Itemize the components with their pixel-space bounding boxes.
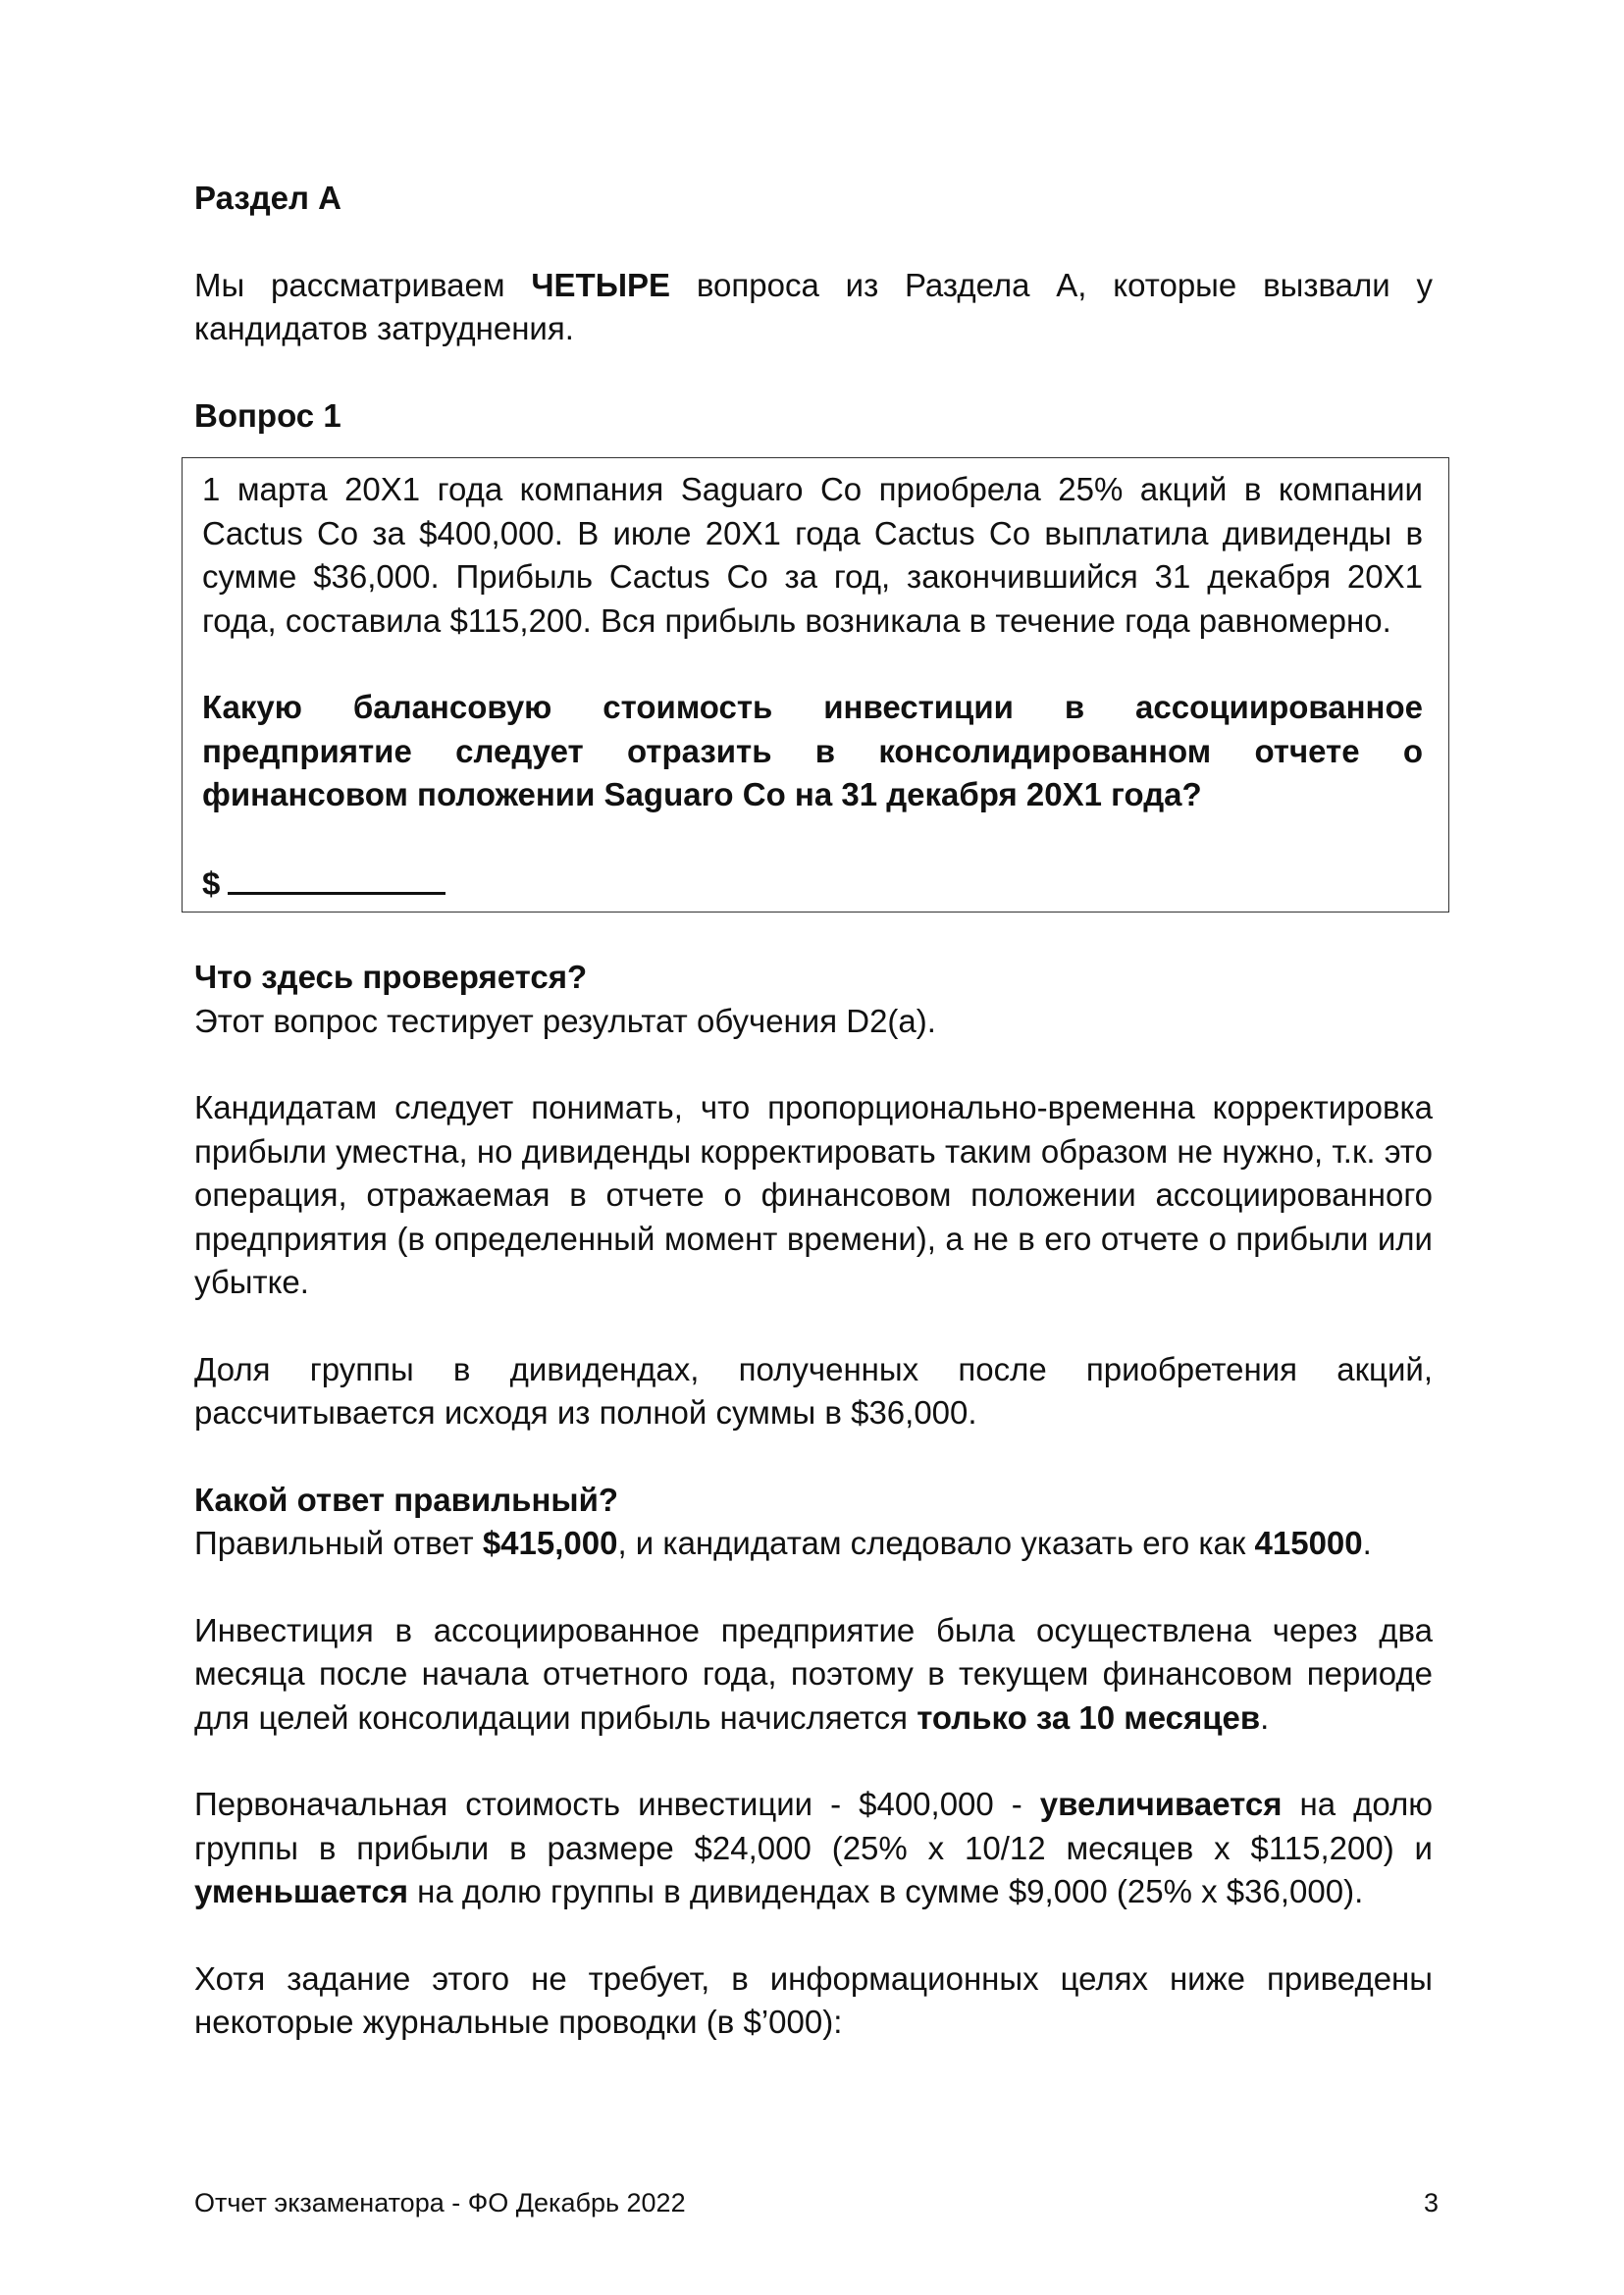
correct-text-2: , и кандидатам следовало указать его как xyxy=(617,1525,1255,1561)
correct-entry: 415000 xyxy=(1254,1525,1363,1561)
initial-increase: увеличивается xyxy=(1039,1786,1283,1822)
investment-bold: только за 10 месяцев xyxy=(917,1698,1261,1736)
initial-decrease: уменьшается xyxy=(194,1873,409,1909)
candidates-paragraph: Кандидатам следует понимать, что пропорционально-временна корректировка прибыли уместна, но дивиденды корректировать таким образом не нужно, т.к. это операция, отражаемая в отчете о финансовом положении ассоциированного предприятия (в определенный момент времени), а не в его отчете о прибыли или убытке. xyxy=(194,1089,1433,1300)
question-title: Вопрос 1 xyxy=(194,396,341,434)
investment-paragraph xyxy=(194,1609,1433,1741)
answer-field xyxy=(202,861,1423,907)
section-title: Раздел А xyxy=(194,180,341,216)
correct-text-3: . xyxy=(1362,1525,1372,1561)
tested-text: Этот вопрос тестирует результат обучения D2(a). xyxy=(194,1002,936,1039)
initial-text-3: на долю группы в дивидендах в сумме $9,000 (25% x $36,000). xyxy=(408,1873,1364,1909)
page-number: 3 xyxy=(1423,2188,1439,2217)
dividend-share-paragraph: Доля группы в дивидендах, полученных после приобретения акций, рассчитывается исходя из полной суммы в $36,000. xyxy=(194,1350,1433,1431)
footer-title: Отчет экзаменатора - ФО Декабрь 2022 xyxy=(194,2188,686,2217)
dollar-sign: $ xyxy=(202,864,221,902)
question-scenario: 1 марта 20X1 года компания Saguaro Co приобрела 25% акций в компании Cactus Co за $400,000. В июле 20X1 года Cactus Co выплатила дивиденды в сумме $36,000. Прибыль Cactus Co за год, закончившийся 31 декабря 20X1 года, составила $115,200. Вся прибыль возникала в течение года равномерно. xyxy=(202,471,1423,639)
correct-answer-text xyxy=(194,1522,1433,1566)
correct-answer-heading: Какой ответ правильный? xyxy=(194,1481,619,1518)
intro-paragraph xyxy=(194,264,1433,351)
initial-text-1: Первоначальная стоимость инвестиции - $400,000 - xyxy=(194,1786,1040,1822)
initial-cost-paragraph xyxy=(194,1783,1433,1914)
intro-text-2: вопроса из Раздела А, которые вызвали у кандидатов затруднения. xyxy=(194,266,1433,346)
answer-blank xyxy=(228,861,445,895)
journal-paragraph: Хотя задание этого не требует, в информационных целях ниже приведены некоторые журнальные проводки (в $’000): xyxy=(194,1959,1433,2040)
correct-text-1: Правильный ответ xyxy=(194,1525,483,1561)
investment-text-1: Инвестиция в ассоциированное предприятие была осуществлена через два месяца после начала отчетного года, поэтому в текущем финансовом периоде для целей консолидации прибыль начисляется xyxy=(194,1611,1433,1736)
investment-text-2: . xyxy=(1260,1698,1270,1736)
question-ask: Какую балансовую стоимость инвестиции в ассоциированное предприятие следует отразить в консолидированном отчете о финансовом положении Saguaro Co на 31 декабря 20X1 года? xyxy=(202,689,1423,812)
correct-amount: $415,000 xyxy=(482,1525,618,1561)
tested-heading: Что здесь проверяется? xyxy=(194,959,588,995)
initial-text-2: на долю группы в прибыли в размере $24,000 (25% x 10/12 месяцев x $115,200) и xyxy=(194,1786,1433,1866)
question-box xyxy=(182,457,1449,913)
intro-bold: ЧЕТЫРЕ xyxy=(531,266,671,303)
intro-text-1: Мы рассматриваем xyxy=(194,266,532,303)
page-content xyxy=(194,177,1433,2045)
